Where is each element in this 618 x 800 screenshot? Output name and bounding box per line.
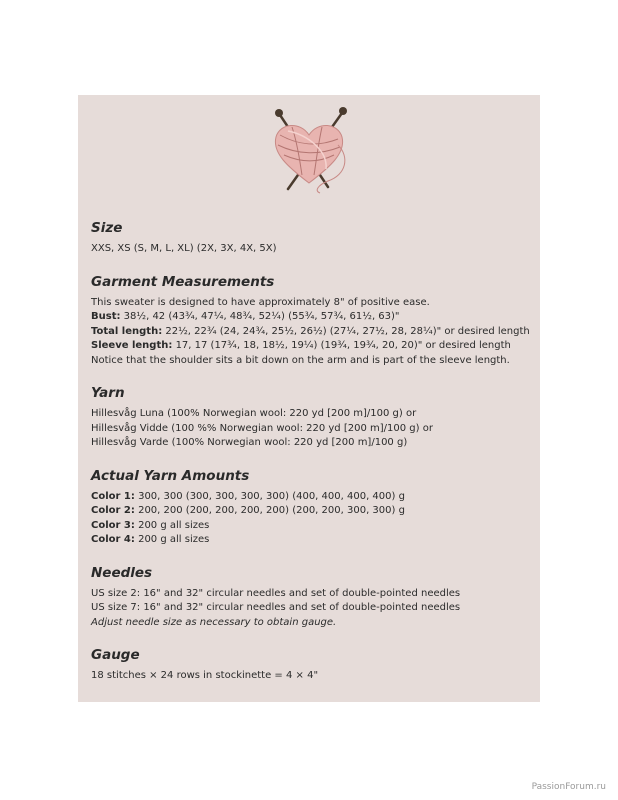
size-heading: Size bbox=[91, 220, 123, 236]
yarn-heading: Yarn bbox=[91, 385, 125, 401]
bust-label: Bust: bbox=[91, 311, 121, 322]
yarn-amount-item bbox=[91, 533, 531, 548]
yarn-option: Hillesvåg Varde (100% Norwegian wool: 220 yd [200 m]/100 g) bbox=[91, 437, 408, 448]
needle-item: US size 7: 16" and 32" circular needles and set of double-pointed needles bbox=[91, 602, 461, 613]
garment-measurements-section bbox=[91, 273, 531, 369]
color-amount: 300, 300 (300, 300, 300, 300) (400, 400, 400, 400) g bbox=[138, 490, 405, 502]
gauge-heading: Gauge bbox=[91, 647, 140, 663]
gauge-section bbox=[91, 646, 531, 684]
color-label: Color 3: bbox=[91, 519, 135, 531]
needle-note-text: Adjust needle size as necessary to obtain gauge. bbox=[91, 616, 337, 628]
color-amount: 200 g all sizes bbox=[138, 519, 210, 531]
color-label: Color 2: bbox=[91, 505, 135, 516]
total-length-label: Total length: bbox=[91, 325, 163, 337]
size-list: XXS, XS (S, M, L, XL) (2X, 3X, 4X, 5X) bbox=[91, 243, 277, 254]
color-amount: 200, 200 (200, 200, 200, 200) (200, 200, 300, 300) g bbox=[138, 505, 405, 516]
color-amount: 200 g all sizes bbox=[138, 534, 210, 545]
needles-heading: Needles bbox=[91, 564, 153, 581]
sleeve-length-value: 17, 17 (17¾, 18, 18½, 19¼) (19¾, 19¾, 20, 20)" or desired length bbox=[175, 340, 511, 351]
heart-yarn-ball-knitting-needles-icon bbox=[258, 105, 360, 197]
yarn-amount-item bbox=[91, 490, 531, 505]
pattern-content bbox=[91, 219, 531, 700]
yarn-amounts-heading: Actual Yarn Amounts bbox=[91, 467, 250, 484]
yarn-option: Hillesvåg Luna (100% Norwegian wool: 220 yd [200 m]/100 g) or bbox=[91, 408, 417, 419]
gauge-value: 18 stitches × 24 rows in stockinette = 4 × 4" bbox=[91, 670, 319, 681]
garment-measurements-heading: Garment Measurements bbox=[91, 273, 275, 290]
bust-measurement bbox=[91, 310, 531, 325]
total-length-value: 22½, 22¾ (24, 24¾, 25½, 26½) (27¼, 27½, 28, 28¼)" or desired length bbox=[165, 325, 530, 337]
watermark: PassionForum.ru bbox=[531, 782, 606, 792]
size-section bbox=[91, 219, 531, 257]
yarn-amount-item bbox=[91, 519, 531, 534]
needles-section bbox=[91, 564, 531, 631]
total-length-measurement bbox=[91, 325, 531, 340]
ease-note: This sweater is designed to have approximately 8" of positive ease. bbox=[91, 296, 430, 308]
pattern-card bbox=[78, 95, 540, 702]
yarn-amount-item bbox=[91, 504, 531, 519]
needle-note bbox=[91, 616, 531, 631]
sleeve-length-label: Sleeve length: bbox=[91, 340, 173, 351]
yarn-section bbox=[91, 384, 531, 451]
sleeve-length-measurement bbox=[91, 339, 531, 354]
color-label: Color 4: bbox=[91, 534, 135, 545]
yarn-amounts-section bbox=[91, 467, 531, 548]
color-label: Color 1: bbox=[91, 490, 135, 502]
bust-value: 38½, 42 (43¾, 47¼, 48¾, 52¼) (55¾, 57¾, 61½, 63)" bbox=[123, 311, 400, 322]
yarn-option: Hillesvåg Vidde (100 %% Norwegian wool: 220 yd [200 m]/100 g) or bbox=[91, 422, 433, 434]
shoulder-note: Notice that the shoulder sits a bit down on the arm and is part of the sleeve length. bbox=[91, 354, 510, 366]
needle-item: US size 2: 16" and 32" circular needles and set of double-pointed needles bbox=[91, 587, 461, 599]
